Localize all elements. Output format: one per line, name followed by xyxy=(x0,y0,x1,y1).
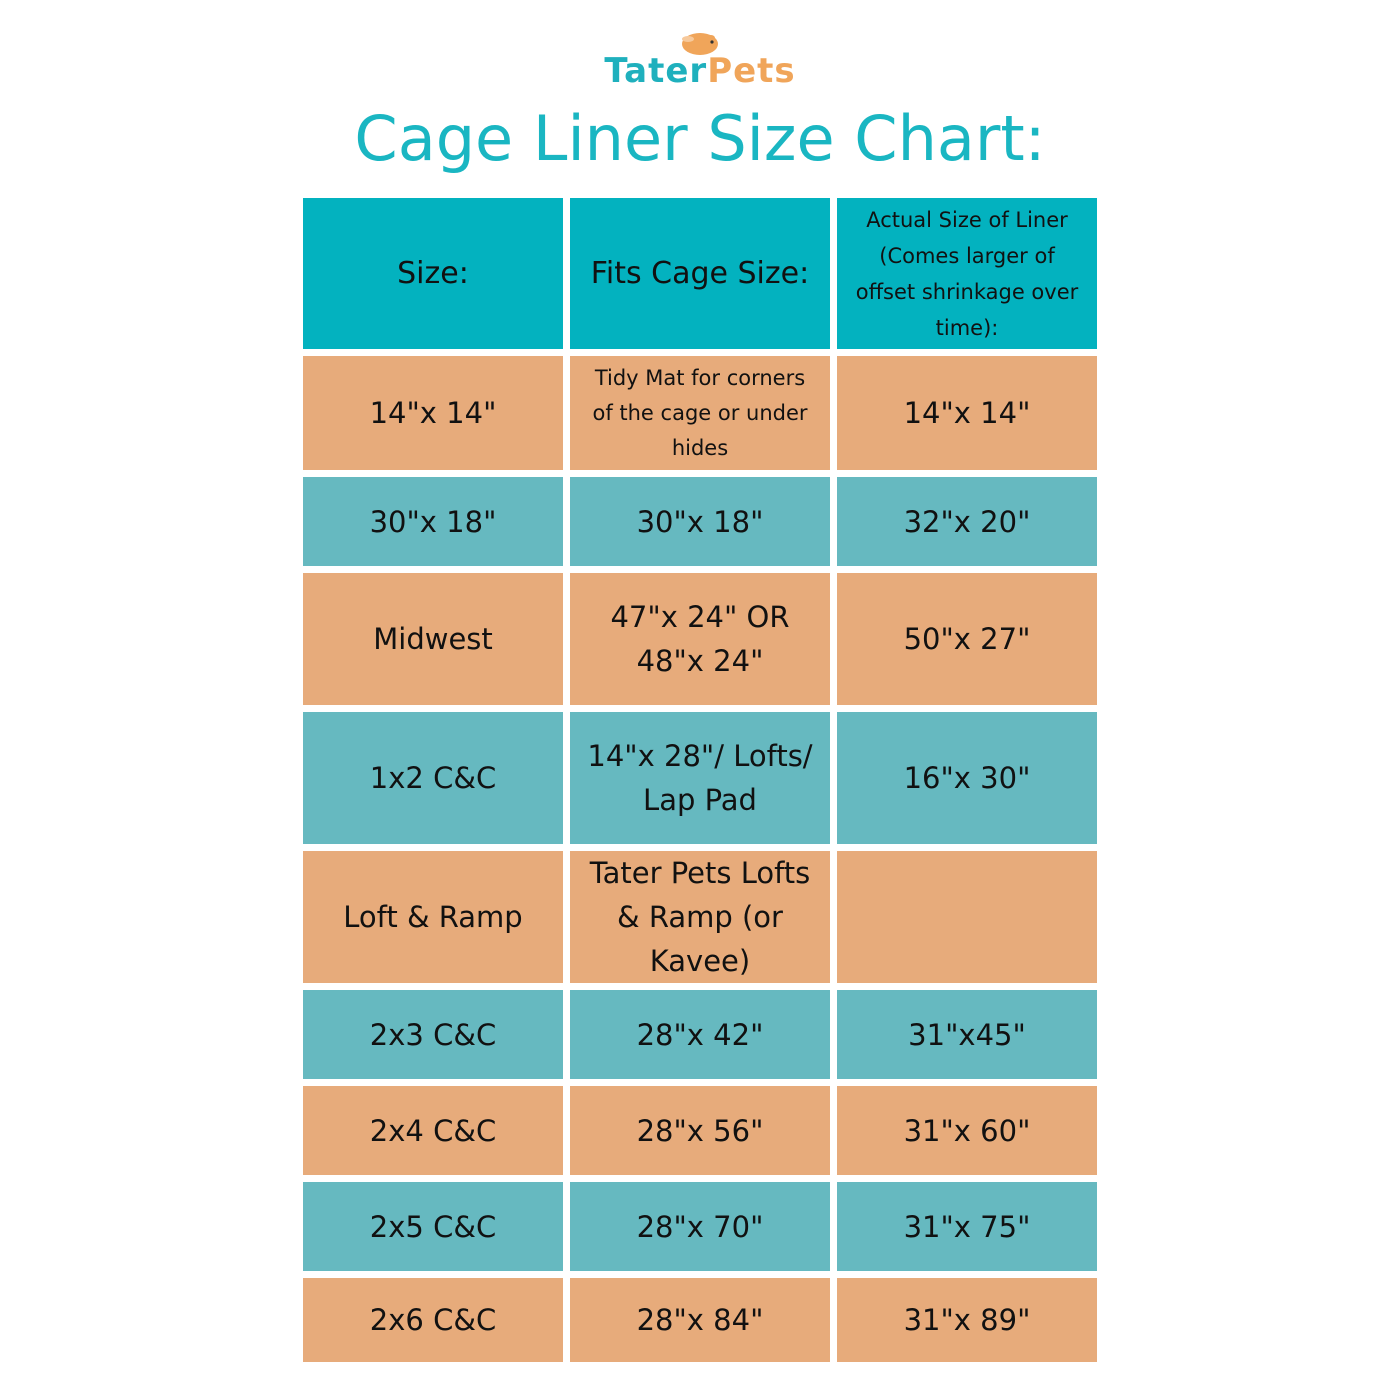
row-4-size: 1x2 C&C xyxy=(303,712,563,844)
row-6-actual: 31"x45" xyxy=(837,990,1097,1079)
row-9-size: 2x6 C&C xyxy=(303,1278,563,1362)
row-8-fits: 28"x 70" xyxy=(570,1182,830,1271)
row-6-fits: 28"x 42" xyxy=(570,990,830,1079)
header-fits: Fits Cage Size: xyxy=(570,198,830,349)
row-2-actual: 32"x 20" xyxy=(837,477,1097,566)
brand-name xyxy=(0,51,1400,91)
row-5-size: Loft & Ramp xyxy=(303,851,563,983)
row-9-fits: 28"x 84" xyxy=(570,1278,830,1362)
row-7-actual: 31"x 60" xyxy=(837,1086,1097,1175)
header-size: Size: xyxy=(303,198,563,349)
row-4-fits: 14"x 28"/ Lofts/ Lap Pad xyxy=(570,712,830,844)
row-4-actual: 16"x 30" xyxy=(837,712,1097,844)
row-1-actual: 14"x 14" xyxy=(837,356,1097,470)
row-6-size: 2x3 C&C xyxy=(303,990,563,1079)
header-actual: Actual Size of Liner (Comes larger of offset shrinkage over time): xyxy=(837,198,1097,349)
row-5-actual xyxy=(837,851,1097,983)
row-3-actual: 50"x 27" xyxy=(837,573,1097,705)
page-title: Cage Liner Size Chart: xyxy=(354,102,1046,175)
row-5-fits: Tater Pets Lofts & Ramp (or Kavee) xyxy=(570,851,830,983)
row-7-size: 2x4 C&C xyxy=(303,1086,563,1175)
row-1-size: 14"x 14" xyxy=(303,356,563,470)
brand-name-part1: Tater xyxy=(604,51,708,91)
row-2-fits: 30"x 18" xyxy=(570,477,830,566)
row-1-fits: Tidy Mat for corners of the cage or under hides xyxy=(570,356,830,470)
brand-logo xyxy=(0,28,1400,91)
row-9-actual: 31"x 89" xyxy=(837,1278,1097,1362)
row-2-size: 30"x 18" xyxy=(303,477,563,566)
row-7-fits: 28"x 56" xyxy=(570,1086,830,1175)
row-3-size: Midwest xyxy=(303,573,563,705)
row-3-fits: 47"x 24" OR 48"x 24" xyxy=(570,573,830,705)
row-8-actual: 31"x 75" xyxy=(837,1182,1097,1271)
row-8-size: 2x5 C&C xyxy=(303,1182,563,1271)
size-chart-table xyxy=(303,198,1097,1362)
brand-name-part2: Pets xyxy=(707,51,796,91)
